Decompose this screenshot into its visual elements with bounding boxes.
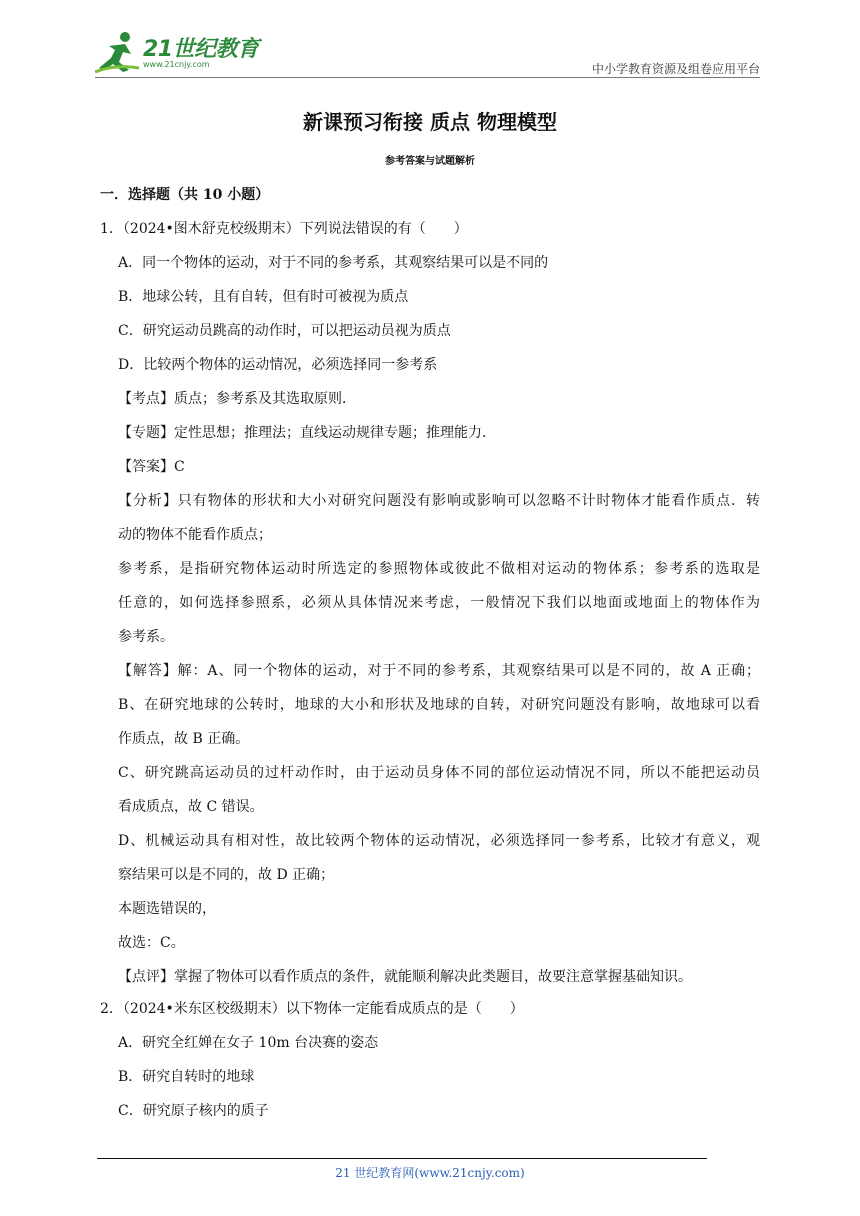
q1-analysis-line: 【分析】只有物体的形状和大小对研究问题没有影响或影响可以忽略不计时物体才能看作质点．转 <box>118 493 760 509</box>
footer-link[interactable]: 21 世纪教育网(www.21cnjy.com) <box>335 1166 525 1180</box>
q2-option-a: A．研究全红婵在女子 10m 台决赛的姿态 <box>118 1035 379 1051</box>
header-divider <box>95 77 760 78</box>
q1-zhuanti: 【专题】定性思想；推理法；直线运动规律专题；推理能力． <box>118 425 496 441</box>
q1-analysis-line: 任意的，如何选择参照系，必须从具体情况来考虑，一般情况下我们以地面或地面上的物体作为 <box>118 595 760 611</box>
q1-solution-line: 察结果可以是不同的，故 D 正确； <box>118 867 335 883</box>
q1-analysis-line: 动的物体不能看作质点； <box>118 527 272 543</box>
q1-option-d: D．比较两个物体的运动情况，必须选择同一参考系 <box>118 357 438 373</box>
q1-solution-line: 本题选错误的， <box>118 901 216 917</box>
logo-url: www.21cnjy.com <box>143 60 210 69</box>
question-1-stem: 1．（2024•图木舒克校级期末）下列说法错误的有（ ） <box>100 221 468 237</box>
q1-solution-line: 【解答】解：A、同一个物体的运动，对于不同的参考系，其观察结果可以是不同的，故 A 正确； <box>118 663 760 679</box>
footer-divider <box>97 1158 707 1159</box>
q1-comment: 【点评】掌握了物体可以看作质点的条件，就能顺利解决此类题目，故要注意掌握基础知识。 <box>118 969 692 985</box>
q1-solution-line: 故选：C。 <box>118 935 185 951</box>
q2-option-c: C．研究原子核内的质子 <box>118 1103 269 1119</box>
q1-answer: 【答案】C <box>118 459 185 475</box>
logo-text: 21世纪教育 <box>143 37 259 62</box>
q1-solution-line: B、在研究地球的公转时，地球的大小和形状及地球的自转，对研究问题没有影响，故地球可以看 <box>118 697 760 713</box>
site-logo <box>95 30 265 76</box>
q1-option-b: B．地球公转，且有自转，但有时可被视为质点 <box>118 289 409 305</box>
q1-option-a: A．同一个物体的运动，对于不同的参考系，其观察结果可以是不同的 <box>118 255 549 271</box>
q1-solution-line: 作质点，故 B 正确。 <box>118 731 250 747</box>
document-subtitle: 参考答案与试题解析 <box>385 156 475 167</box>
platform-name: 中小学教育资源及组卷应用平台 <box>591 62 760 76</box>
q1-solution-line: 看成质点，故 C 错误。 <box>118 799 264 815</box>
section-heading: 一．选择题（共 10 小题） <box>100 187 270 203</box>
q1-analysis-line: 参考系，是指研究物体运动时所选定的参照物体或彼此不做相对运动的物体系；参考系的选取是 <box>118 561 760 577</box>
q1-option-c: C．研究运动员跳高的动作时，可以把运动员视为质点 <box>118 323 451 339</box>
q1-solution-line: C、研究跳高运动员的过杆动作时，由于运动员身体不同的部位运动情况不同，所以不能把运动员 <box>118 765 760 781</box>
q1-analysis-line: 参考系。 <box>118 629 174 645</box>
document-title: 新课预习衔接 质点 物理模型 <box>303 110 557 134</box>
q1-solution-line: D、机械运动具有相对性，故比较两个物体的运动情况，必须选择同一参考系，比较才有意义，观 <box>118 833 760 849</box>
runner-logo-icon <box>95 30 141 74</box>
q2-option-b: B．研究自转时的地球 <box>118 1069 255 1085</box>
page-header <box>95 30 760 78</box>
question-2-stem: 2．（2024•米东区校级期末）以下物体一定能看成质点的是（ ） <box>100 1001 524 1017</box>
q1-kaodian: 【考点】质点；参考系及其选取原则． <box>118 391 356 407</box>
